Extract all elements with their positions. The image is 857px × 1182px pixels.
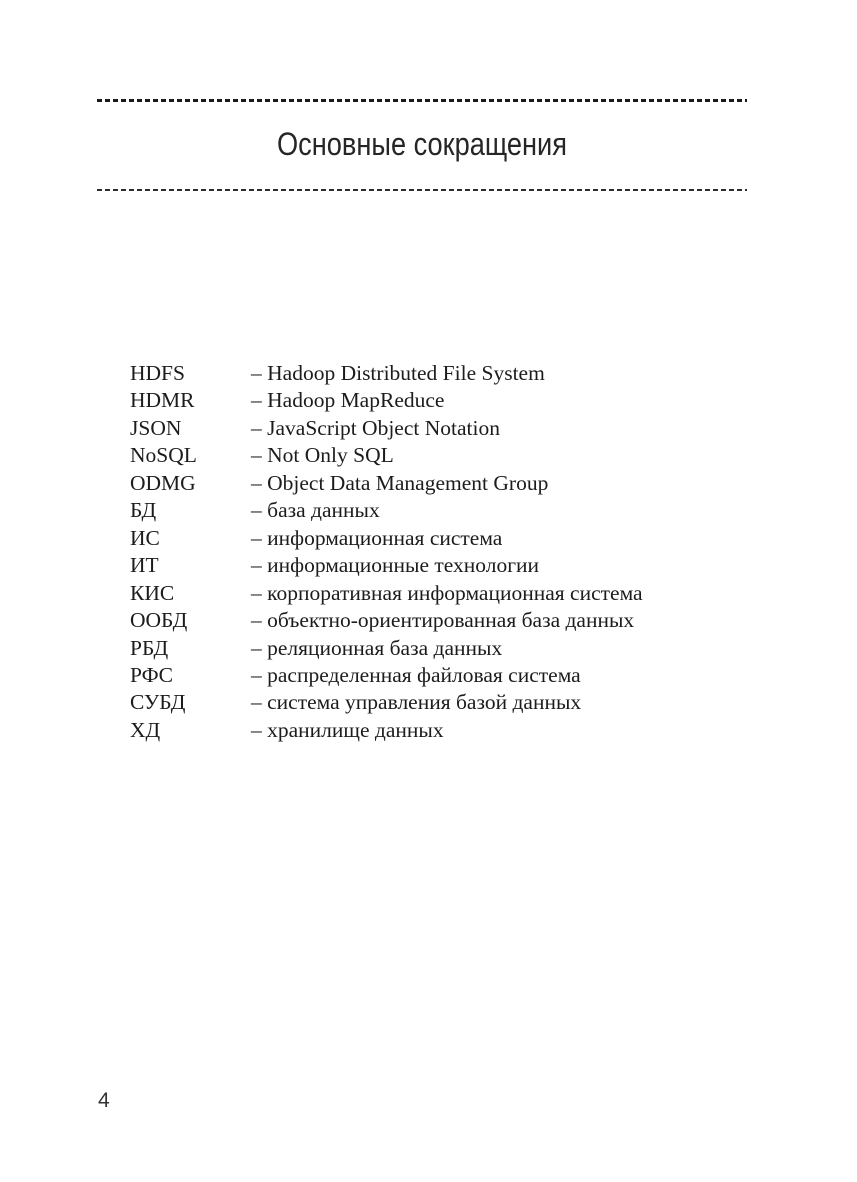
abbreviation-definition: – система управления базой данных bbox=[251, 690, 582, 715]
abbreviation-term: РФС bbox=[130, 662, 173, 687]
abbreviation-row bbox=[130, 689, 750, 716]
abbreviation-term: КИС bbox=[130, 580, 175, 605]
abbreviation-term: ИТ bbox=[130, 553, 159, 578]
abbreviation-row bbox=[130, 580, 750, 607]
abbreviation-definition: – информационные технологии bbox=[251, 553, 540, 578]
abbreviation-row bbox=[130, 470, 750, 497]
abbreviation-row bbox=[130, 635, 750, 662]
abbreviation-term: HDFS bbox=[130, 361, 185, 385]
abbreviation-term: БД bbox=[130, 498, 157, 523]
abbreviation-row bbox=[130, 497, 750, 524]
abbreviation-row bbox=[130, 607, 750, 634]
abbreviation-row bbox=[130, 415, 750, 442]
abbreviation-term: ИС bbox=[130, 525, 160, 550]
abbreviation-row bbox=[130, 442, 750, 469]
abbreviation-term: ХД bbox=[130, 717, 161, 742]
abbreviation-definition: – распределенная файловая система bbox=[251, 662, 581, 687]
abbreviation-definition: – Object Data Management Group bbox=[251, 470, 549, 495]
abbreviation-definition: – объектно-ориентированная база данных bbox=[251, 608, 635, 633]
abbreviation-definition: – JavaScript Object Notation bbox=[251, 415, 500, 440]
abbreviation-row bbox=[130, 360, 750, 387]
abbreviation-definition: – Not Only SQL bbox=[251, 443, 394, 468]
abbreviation-row bbox=[130, 387, 750, 414]
abbreviation-term: ODMG bbox=[130, 470, 196, 495]
abbreviation-definition: – Hadoop Distributed File System bbox=[251, 361, 545, 385]
abbreviation-definition: – база данных bbox=[251, 498, 380, 523]
abbreviation-definition: – хранилище данных bbox=[251, 717, 444, 742]
page-title: Основные сокращения bbox=[277, 126, 567, 162]
abbreviation-definition: – информационная система bbox=[251, 525, 503, 550]
abbreviation-definition: – корпоративная информационная система bbox=[251, 580, 643, 605]
header-bottom-rule bbox=[97, 189, 747, 191]
abbreviation-term: ООБД bbox=[130, 608, 188, 633]
abbreviation-definition: – Hadoop MapReduce bbox=[251, 388, 445, 413]
abbreviation-term: HDMR bbox=[130, 388, 195, 413]
abbreviation-row bbox=[130, 662, 750, 689]
page-number: 4 bbox=[98, 1089, 110, 1112]
abbreviation-term: NoSQL bbox=[130, 443, 197, 468]
abbreviation-list bbox=[130, 360, 750, 744]
abbreviation-row bbox=[130, 525, 750, 552]
abbreviation-term: РБД bbox=[130, 635, 169, 660]
abbreviation-definition: – реляционная база данных bbox=[251, 635, 503, 660]
abbreviation-term: СУБД bbox=[130, 690, 186, 715]
abbreviation-row bbox=[130, 552, 750, 579]
abbreviation-term: JSON bbox=[130, 415, 182, 440]
abbreviation-row bbox=[130, 717, 750, 744]
header-top-rule bbox=[97, 99, 747, 102]
